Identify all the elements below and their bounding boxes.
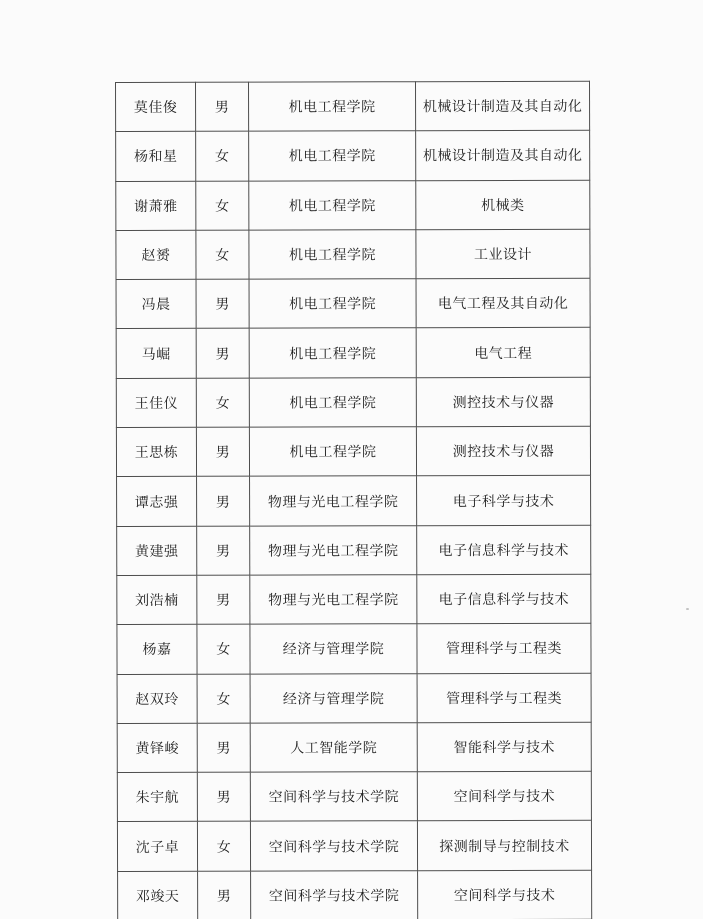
college-cell: 机电工程学院 [249, 328, 416, 378]
table-row [116, 229, 590, 280]
college-cell: 机电工程学院 [249, 131, 416, 181]
table-row [116, 180, 590, 231]
college-cell: 机电工程学院 [249, 230, 416, 280]
major-cell: 电子信息科学与技术 [417, 525, 591, 575]
table-row [116, 377, 590, 428]
gender-cell: 女 [197, 624, 250, 673]
major-cell: 管理科学与工程类 [417, 673, 591, 723]
name-cell: 黄建强 [117, 526, 197, 576]
college-cell: 空间科学与技术学院 [250, 772, 417, 822]
college-cell: 物理与光电工程学院 [250, 476, 417, 526]
gender-cell: 男 [196, 427, 249, 476]
major-cell: 电子信息科学与技术 [417, 574, 591, 624]
college-cell: 空间科学与技术学院 [250, 821, 417, 871]
college-cell: 机电工程学院 [249, 180, 416, 230]
scan-speck [686, 608, 689, 610]
table-row [117, 476, 591, 527]
table-row [117, 722, 591, 773]
table-row [116, 278, 590, 329]
gender-cell: 男 [197, 575, 250, 624]
name-cell: 邓竣天 [118, 871, 198, 919]
roster-table-body [116, 81, 592, 919]
name-cell: 杨和星 [116, 132, 196, 182]
major-cell: 测控技术与仪器 [416, 426, 590, 476]
gender-cell: 男 [196, 82, 249, 131]
name-cell: 沈子卓 [117, 822, 197, 872]
gender-cell: 女 [197, 674, 250, 723]
college-cell: 经济与管理学院 [250, 624, 417, 674]
gender-cell: 女 [196, 131, 249, 180]
gender-cell: 女 [196, 230, 249, 279]
gender-cell: 男 [196, 329, 249, 378]
major-cell: 工业设计 [416, 229, 590, 279]
major-cell: 电子科学与技术 [417, 476, 591, 526]
table-row [117, 673, 591, 724]
name-cell: 谭志强 [117, 477, 197, 527]
gender-cell: 男 [197, 772, 250, 821]
college-cell: 经济与管理学院 [250, 673, 417, 723]
major-cell: 机械类 [416, 180, 590, 230]
gender-cell: 男 [197, 723, 250, 772]
table-row [118, 870, 592, 919]
table-row [117, 574, 591, 625]
name-cell: 谢萧雅 [116, 181, 196, 231]
name-cell: 王思栋 [116, 427, 196, 477]
college-cell: 物理与光电工程学院 [250, 525, 417, 575]
student-roster-table [115, 81, 592, 919]
major-cell: 电气工程及其自动化 [416, 278, 590, 328]
major-cell: 测控技术与仪器 [416, 377, 590, 427]
college-cell: 机电工程学院 [249, 82, 416, 132]
name-cell: 赵双玲 [117, 674, 197, 724]
table-row [116, 426, 590, 477]
table-row [116, 328, 590, 379]
table-row [117, 821, 591, 872]
table-row [116, 131, 590, 182]
name-cell: 马崛 [116, 329, 196, 379]
gender-cell: 女 [196, 181, 249, 230]
table-row [117, 624, 591, 675]
college-cell: 空间科学与技术学院 [251, 870, 418, 919]
name-cell: 莫佳俊 [116, 82, 196, 132]
college-cell: 机电工程学院 [249, 427, 416, 477]
major-cell: 空间科学与技术 [417, 771, 591, 821]
major-cell: 机械设计制造及其自动化 [416, 81, 590, 131]
gender-cell: 男 [197, 526, 250, 575]
name-cell: 冯晨 [116, 279, 196, 329]
major-cell: 机械设计制造及其自动化 [416, 131, 590, 181]
major-cell: 探测制导与控制技术 [417, 821, 591, 871]
table-row [117, 525, 591, 576]
name-cell: 赵赟 [116, 230, 196, 280]
name-cell: 黄铎峻 [117, 723, 197, 773]
college-cell: 机电工程学院 [249, 279, 416, 329]
name-cell: 杨嘉 [117, 625, 197, 675]
major-cell: 智能科学与技术 [417, 722, 591, 772]
college-cell: 物理与光电工程学院 [250, 575, 417, 625]
gender-cell: 男 [197, 477, 250, 526]
table-row [116, 81, 590, 132]
major-cell: 管理科学与工程类 [417, 624, 591, 674]
name-cell: 王佳仪 [116, 378, 196, 428]
college-cell: 机电工程学院 [249, 377, 416, 427]
college-cell: 人工智能学院 [250, 723, 417, 773]
major-cell: 电气工程 [416, 328, 590, 378]
name-cell: 朱宇航 [117, 772, 197, 822]
gender-cell: 男 [196, 279, 249, 328]
major-cell: 空间科学与技术 [418, 870, 592, 919]
name-cell: 刘浩楠 [117, 575, 197, 625]
table-row [117, 771, 591, 822]
gender-cell: 女 [197, 822, 250, 871]
gender-cell: 女 [196, 378, 249, 427]
gender-cell: 男 [198, 871, 251, 919]
